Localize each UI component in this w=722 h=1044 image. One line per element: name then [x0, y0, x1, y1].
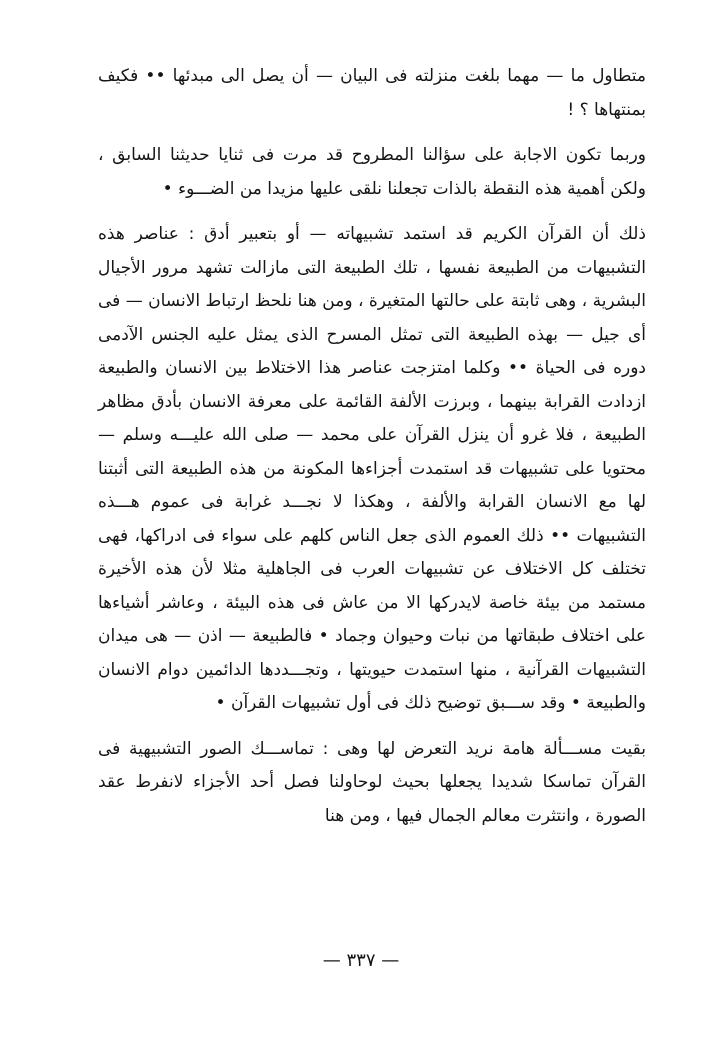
page-number: — ٣٣٧ — — [322, 950, 400, 971]
paragraph-4: بقيت مســـألة هامة نريد التعرض لها وهى : تماســـك الصور التشبيهية فى القرآن تماسكا شديدا يجعلها بحيث لوحاولنا فصل أحد الأجزاء لانفرط عقد الصورة ، وانتثرت معالم الجمال فيها ، ومن هنا — [98, 738, 646, 826]
paragraph-2: وربما تكون الاجابة على سؤالنا المطروح قد مرت فى ثنايا حديثنا السابق ، ولكن أهمية هذه النقطة بالذات تجعلنا نلقى عليها مزيدا من الضـــوء • — [98, 145, 646, 199]
paragraph-1: متطاول ما — مهما بلغت منزلته فى البيان — أن يصل الى مبدئها •• فكيف بمنتهاها ؟ ! — [98, 66, 646, 120]
paragraph-3: ذلك أن القرآن الكريم قد استمد تشبيهاته — أو بتعبير أدق : عناصر هذه التشبيهات من الطبيعة نفسها ، تلك الطبيعة التى مازالت تشهد مرور الأجيال البشرية ، وهى ثابتة على حالتها المتغيرة ، ومن هنا نلحظ ارتباط الانسان — فى أى جيل — بهذه الطبيعة التى تمثل المسرح الذى يمثل عليه الجنس الآدمى دوره فى الحياة •• وكلما امتزجت عناصر هذا الاختلاط بين الانسان والطبيعة ازدادت القرابة بينهما ، وبرزت الألفة القائمة على معرفة الانسان بأدق مظاهر الطبيعة ، فلا غرو أن ينزل القرآن على محمد — صلى الله عليـــه وسلم — محتويا على تشبيهات قد استمدت أجزاءها المكونة من هذه الطبيعة التى أثبتنا لها مع الانسان القرابة والألفة ، وهكذا لا نجـــد غرابة فى عموم هـــذه التشبيهات •• ذلك العموم الذى جعل الناس كلهم على سواء فى ادراكها، فهى تختلف كل الاختلاف عن تشبيهات العرب فى الجاهلية مثلا لأن هذه الأخيرة مستمد من بيئة خاصة لايدركها الا من عاش فى هذه البيئة ، وعاشر أشياءها على اختلاف طبقاتها من نبات وحيوان وجماد • فالطبيعة — اذن — هى ميدان التشبيهات القرآنية ، منها استمدت حيويتها ، وتجـــددها الدائمين دوام الانسان والطبيعة • وقد ســـبق توضيح ذلك فى أول تشبيهات القرآن • — [98, 224, 646, 713]
page-body — [98, 60, 646, 833]
